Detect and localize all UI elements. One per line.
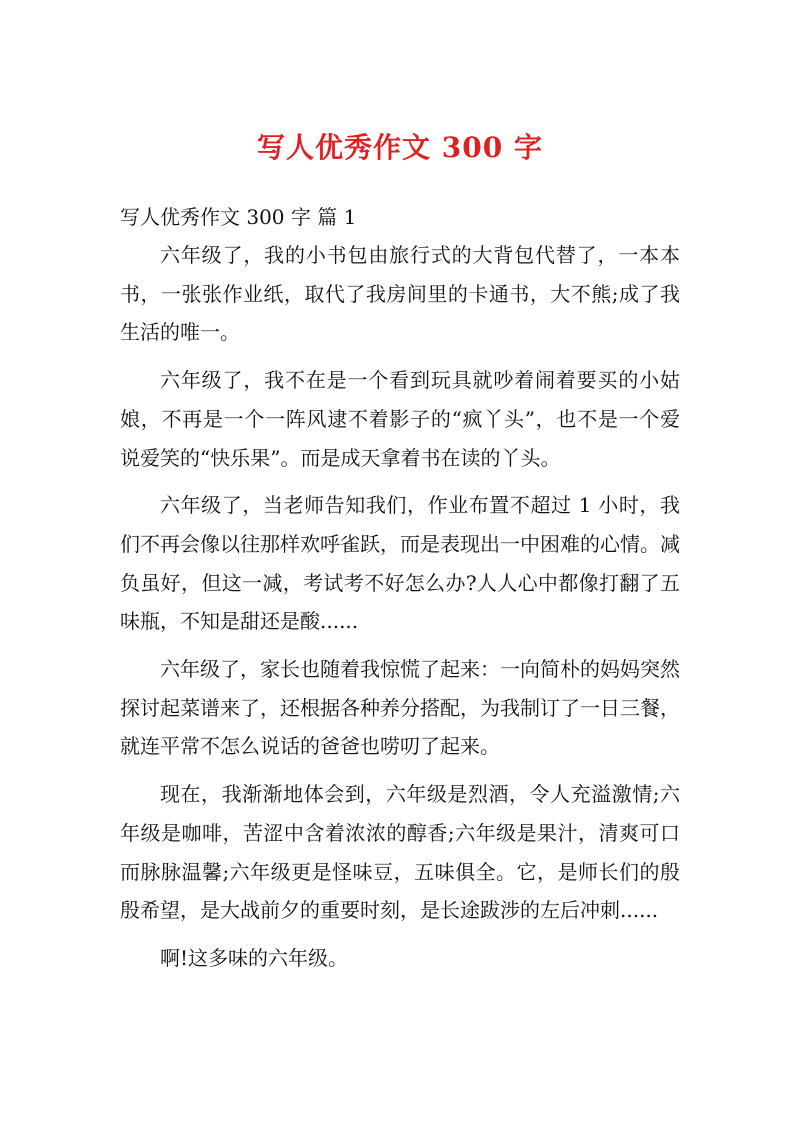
section-heading: 写人优秀作文 300 字 篇 1 <box>120 205 357 229</box>
paragraph-4: 六年级了，家长也随着我惊慌了起来：一向简朴的妈妈突然探讨起菜谱来了，还根据各种养分搭配，为我制订了一日三餐，就连平常不怎么说话的爸爸也唠叨了起来。 <box>120 657 680 759</box>
paragraph-2: 六年级了，我不在是一个看到玩具就吵着闹着要买的小姑娘，不再是一个一阵风逮不着影子的“疯丫头”，也不是一个爱说爱笑的“快乐果”。而是成天拿着书在读的丫头。 <box>120 368 680 470</box>
paragraph-6: 啊!这多味的六年级。 <box>160 945 349 970</box>
essay-body <box>120 236 680 987</box>
paragraph-3: 六年级了，当老师告知我们，作业布置不超过 1 小时，我们不再会像以往那样欢呼雀跃，而是表现出一中困难的心情。减负虽好，但这一减，考试考不好怎么办?人人心中都像打翻了五味瓶，不知是甜还是酸...... <box>120 493 680 634</box>
paragraph-1: 六年级了，我的小书包由旅行式的大背包代替了，一本本书，一张张作业纸，取代了我房间里的卡通书，大不熊;成了我生活的唯一。 <box>120 243 680 345</box>
paragraph-5: 现在，我渐渐地体会到，六年级是烈酒，令人充溢激情;六年级是咖啡，苦涩中含着浓浓的醇香;六年级是果汁，清爽可口而脉脉温馨;六年级更是怪味豆，五味俱全。它，是师长们的殷殷希望，是大战前夕的重要时刻，是长途跋涉的左后冲刺...... <box>120 782 680 923</box>
document-title: 写人优秀作文 300 字 <box>257 131 543 164</box>
